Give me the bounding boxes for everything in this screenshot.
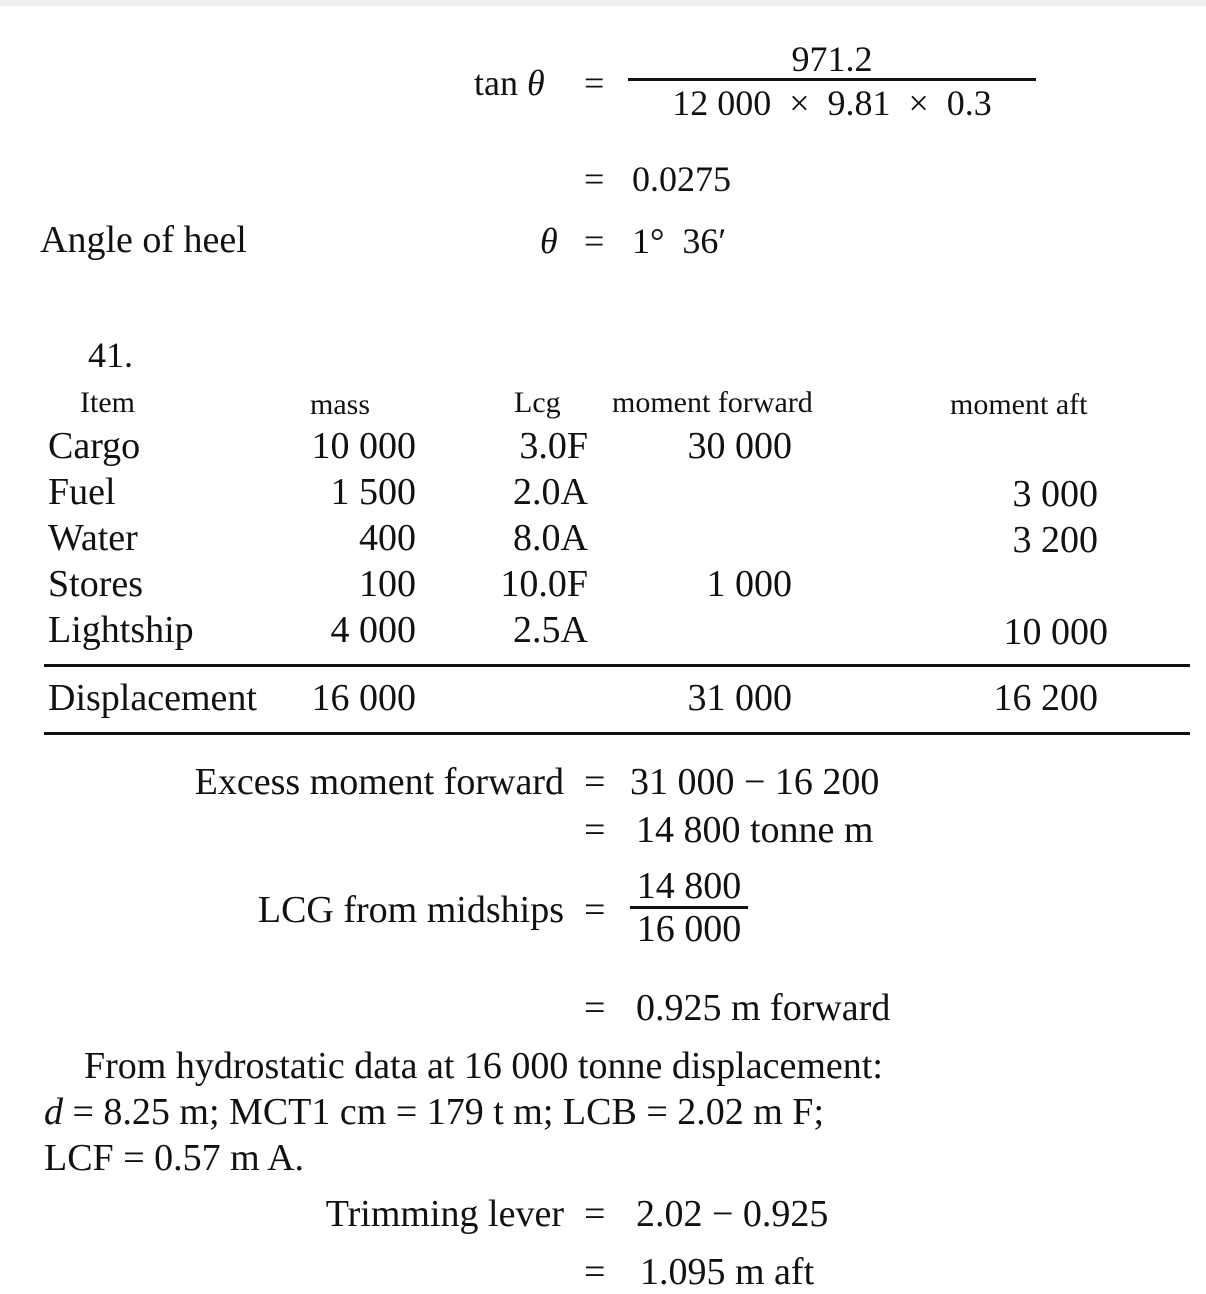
excess-moment-label: Excess moment forward <box>194 761 564 803</box>
cell-lcg: 10.0F <box>500 563 588 605</box>
excess-result: 14 800 tonne m <box>636 809 874 851</box>
cell-moment-aft: 3 000 <box>1012 473 1098 515</box>
trimming-lever-label: Trimming lever <box>325 1193 564 1235</box>
cell-lcg: 2.5A <box>513 609 588 651</box>
lcg-result: 0.925 m forward <box>636 987 891 1029</box>
cell-item: Displacement <box>48 677 257 719</box>
tan-theta-label: tan θ <box>474 63 545 103</box>
cell-mass: 100 <box>359 563 416 605</box>
cell-mass: 4 000 <box>330 609 416 651</box>
cell-lcg: 8.0A <box>513 517 588 559</box>
hydro-line-2 <box>44 1090 824 1134</box>
cell-lcg: 3.0F <box>519 425 588 467</box>
problem-number: 41. <box>88 335 133 375</box>
equals-sign: = <box>584 159 605 199</box>
cell-moment-forward: 30 000 <box>687 425 792 467</box>
cell-moment-forward: 1 000 <box>706 563 792 605</box>
excess-expression: 31 000 − 16 200 <box>630 761 880 803</box>
table-rule <box>44 664 1190 667</box>
cell-moment-aft: 3 200 <box>1012 519 1098 561</box>
trim-result: 1.095 m aft <box>640 1251 815 1293</box>
angle-value: 1° 36′ <box>632 221 727 261</box>
theta-symbol: θ <box>540 221 558 261</box>
tan-fraction <box>628 40 1036 125</box>
equals-sign: = <box>584 889 606 931</box>
cell-moment-aft: 10 000 <box>1003 611 1108 653</box>
cell-item: Cargo <box>48 425 141 467</box>
header-moment-forward: moment forward <box>612 386 813 419</box>
hydro-line-1: From hydrostatic data at 16 000 tonne displacement: <box>84 1045 883 1087</box>
equals-sign: = <box>584 987 606 1029</box>
fraction-denominator: 12 000 × 9.81 × 0.3 <box>672 83 992 123</box>
equals-sign: = <box>584 221 605 261</box>
cell-item: Water <box>48 517 138 559</box>
fraction-numerator: 971.2 <box>791 39 873 79</box>
cell-moment-forward: 31 000 <box>687 677 792 719</box>
equals-sign: = <box>584 63 605 103</box>
hydro-values: = 8.25 m; MCT1 cm = 179 t m; LCB = 2.02 m F; <box>63 1091 825 1133</box>
trim-expression: 2.02 − 0.925 <box>636 1193 829 1235</box>
table-rule <box>44 732 1190 735</box>
draft-symbol: d <box>44 1091 63 1133</box>
lcg-from-midships-label: LCG from midships <box>257 889 564 931</box>
page-top-edge <box>0 0 1206 6</box>
fraction-denominator: 16 000 <box>636 908 742 950</box>
fraction-numerator: 14 800 <box>636 865 742 907</box>
header-mass: mass <box>310 388 370 421</box>
cell-lcg: 2.0A <box>513 471 588 513</box>
cell-mass: 16 000 <box>311 677 416 719</box>
equals-sign: = <box>584 761 606 803</box>
equals-sign: = <box>584 1193 606 1235</box>
cell-item: Fuel <box>48 471 116 513</box>
header-item: Item <box>80 386 135 419</box>
tan-result: 0.0275 <box>632 159 731 199</box>
cell-mass: 1 500 <box>330 471 416 513</box>
header-lcg: Lcg <box>514 386 561 419</box>
hydro-line-3: LCF = 0.57 m A. <box>44 1137 305 1179</box>
equals-sign: = <box>584 809 606 851</box>
cell-moment-aft: 16 200 <box>993 677 1098 719</box>
lcg-fraction <box>630 866 748 949</box>
cell-mass: 10 000 <box>311 425 416 467</box>
cell-mass: 400 <box>359 517 416 559</box>
cell-item: Stores <box>48 563 143 605</box>
equals-sign: = <box>584 1251 606 1293</box>
angle-of-heel-label: Angle of heel <box>40 219 247 261</box>
cell-item: Lightship <box>48 609 194 651</box>
header-moment-aft: moment aft <box>950 388 1088 421</box>
